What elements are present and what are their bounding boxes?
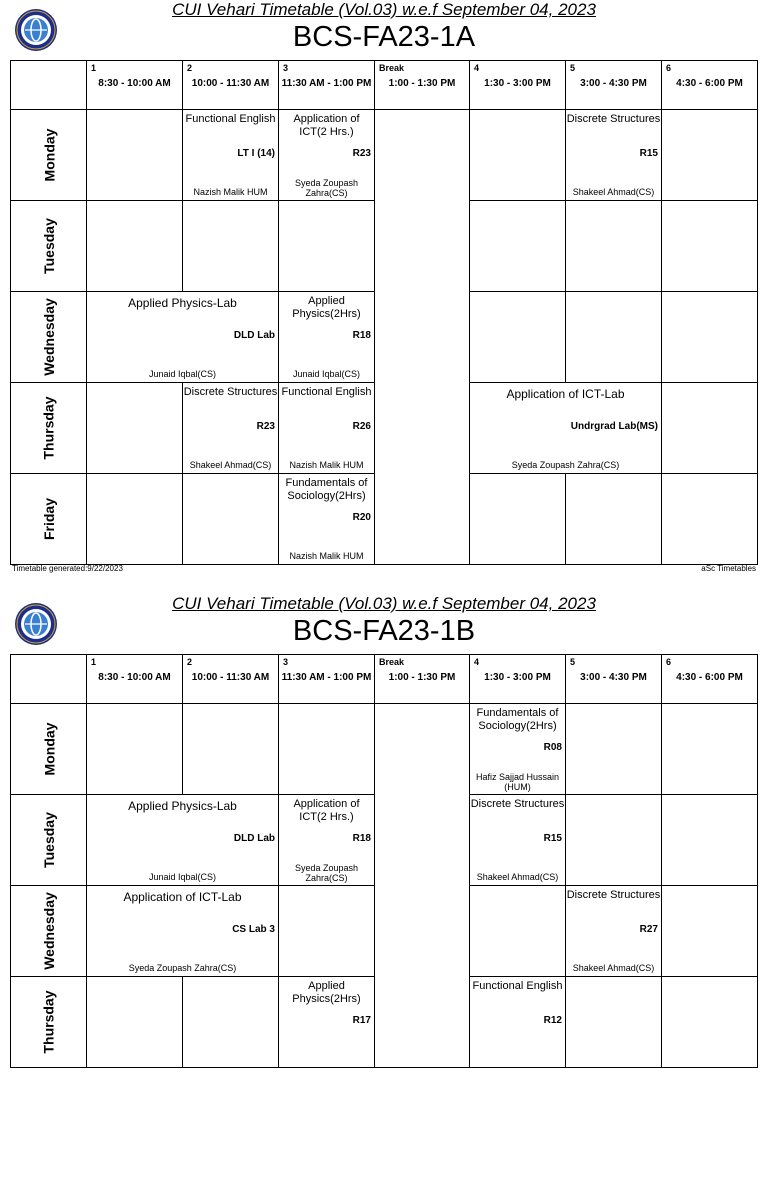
teacher-name: Syeda Zoupash Zahra(CS) [128, 963, 237, 973]
day-label: Wednesday [41, 892, 58, 970]
timetable-subtitle: CUI Vehari Timetable (Vol.03) w.e.f September 04, 2023 [172, 0, 596, 19]
period-number: 6 [666, 63, 672, 73]
empty-slot [566, 292, 662, 383]
teacher-name: Syeda Zoupash Zahra(CS) [511, 460, 620, 470]
generator-credit: aSc Timetables [701, 564, 756, 573]
day-label-cell [11, 201, 87, 292]
period-number: 1 [91, 63, 97, 73]
subject-name: Functional English [185, 113, 276, 125]
period-header [470, 61, 566, 110]
teacher-name: Junaid Iqbal(CS) [148, 872, 217, 882]
empty-slot [279, 201, 375, 292]
day-label: Thursday [40, 396, 57, 460]
teacher-name: Shakeel Ahmad(CS) [189, 460, 272, 470]
class-cell [566, 110, 662, 201]
teacher-name: Syeda Zoupash Zahra(CS) [294, 178, 359, 198]
period-time: 10:00 - 11:30 AM [191, 78, 270, 89]
timetable-sheet-a [0, 0, 768, 585]
empty-slot [183, 474, 279, 565]
room-label: R08 [543, 742, 562, 753]
empty-slot [183, 201, 279, 292]
period-number: 2 [187, 657, 193, 667]
teacher-name: Nazish Malik HUM [289, 551, 364, 561]
empty-slot [87, 201, 183, 292]
period-header [470, 655, 566, 704]
subject-name: Applied Physics-Lab [128, 296, 237, 310]
period-time: 3:00 - 4:30 PM [580, 672, 647, 683]
empty-slot [87, 474, 183, 565]
empty-slot [662, 201, 758, 292]
timetable-grid [10, 654, 758, 1068]
empty-slot [662, 474, 758, 565]
class-cell [470, 795, 566, 886]
timetable-subtitle: CUI Vehari Timetable (Vol.03) w.e.f September 04, 2023 [172, 594, 596, 613]
room-label: DLD Lab [233, 330, 275, 341]
period-header [279, 61, 375, 110]
period-number: 2 [187, 63, 193, 73]
room-label: DLD Lab [233, 833, 275, 844]
class-cell [183, 383, 279, 474]
period-time: 4:30 - 6:00 PM [676, 672, 743, 683]
period-header [662, 655, 758, 704]
period-header [662, 61, 758, 110]
period-number: 6 [666, 657, 672, 667]
generated-date: Timetable generated:9/22/2023 [12, 564, 123, 573]
class-cell [279, 474, 375, 565]
subject-name: Application of ICT-Lab [123, 890, 242, 904]
day-label: Wednesday [41, 298, 58, 376]
period-number: 3 [283, 63, 289, 73]
period-header [566, 61, 662, 110]
day-label-cell [11, 704, 87, 795]
empty-slot [566, 795, 662, 886]
teacher-name: Nazish Malik HUM [193, 187, 268, 197]
subject-name: Discrete Structures [183, 386, 278, 398]
period-header-row [11, 61, 758, 110]
class-cell [470, 383, 662, 474]
teacher-name: Junaid Iqbal(CS) [148, 369, 217, 379]
empty-slot [470, 886, 566, 977]
period-number: 5 [570, 657, 576, 667]
room-label: R17 [352, 1015, 371, 1026]
period-number: 1 [91, 657, 97, 667]
period-time: 1:30 - 3:00 PM [484, 672, 551, 683]
period-time: 11:30 AM - 1:00 PM [281, 78, 372, 89]
period-header [183, 655, 279, 704]
class-cell [87, 795, 279, 886]
day-label: Thursday [40, 990, 57, 1054]
empty-slot [87, 110, 183, 201]
day-label-cell [11, 795, 87, 886]
class-title: BCS-FA23-1A [292, 21, 476, 53]
class-cell [279, 383, 375, 474]
period-number: 4 [474, 657, 480, 667]
subject-name: Functional English [281, 386, 372, 398]
empty-slot [566, 977, 662, 1068]
room-label: R20 [352, 512, 371, 523]
empty-slot [183, 977, 279, 1068]
day-label: Tuesday [40, 812, 57, 868]
period-time: 1:00 - 1:30 PM [388, 672, 456, 683]
empty-slot [662, 886, 758, 977]
room-label: CS Lab 3 [232, 924, 275, 935]
room-label: R18 [352, 833, 371, 844]
subject-name: Applied Physics(2Hrs) [292, 295, 361, 320]
class-cell [87, 886, 279, 977]
class-cell [470, 704, 566, 795]
teacher-name: Shakeel Ahmad(CS) [476, 872, 559, 882]
period-header [375, 61, 470, 110]
room-label: R23 [256, 421, 275, 432]
subject-name: Fundamentals of Sociology(2Hrs) [285, 477, 368, 502]
day-label-cell [11, 474, 87, 565]
room-label: R15 [639, 148, 658, 159]
subject-name: Application of ICT(2 Hrs.) [293, 798, 360, 823]
period-time: 11:30 AM - 1:00 PM [281, 672, 372, 683]
class-cell [183, 110, 279, 201]
corner-cell [11, 655, 87, 704]
period-time: 3:00 - 4:30 PM [580, 78, 647, 89]
room-label: R26 [352, 421, 371, 432]
empty-slot [183, 704, 279, 795]
corner-cell [11, 61, 87, 110]
teacher-name: Hafiz Sajjad Hussain (HUM) [475, 772, 560, 792]
period-header [566, 655, 662, 704]
class-title: BCS-FA23-1B [292, 615, 476, 647]
room-label: R23 [352, 148, 371, 159]
class-cell [566, 886, 662, 977]
day-row-monday [11, 704, 758, 795]
empty-slot [566, 201, 662, 292]
empty-slot [470, 110, 566, 201]
period-header [375, 655, 470, 704]
teacher-name: Shakeel Ahmad(CS) [572, 187, 655, 197]
subject-name: Functional English [472, 980, 563, 992]
period-header [183, 61, 279, 110]
period-header-row [11, 655, 758, 704]
period-time: 10:00 - 11:30 AM [191, 672, 270, 683]
empty-slot [566, 474, 662, 565]
period-time: 4:30 - 6:00 PM [676, 78, 743, 89]
empty-slot [87, 704, 183, 795]
day-label: Monday [40, 128, 57, 182]
subject-name: Discrete Structures [566, 889, 661, 901]
empty-slot [470, 292, 566, 383]
day-label: Monday [40, 722, 57, 776]
period-time: 8:30 - 10:00 AM [98, 672, 171, 683]
period-header [279, 655, 375, 704]
room-label: R15 [543, 833, 562, 844]
period-time: 8:30 - 10:00 AM [98, 78, 171, 89]
empty-slot [279, 704, 375, 795]
empty-slot [662, 292, 758, 383]
empty-slot [87, 977, 183, 1068]
day-label: Tuesday [40, 218, 57, 274]
timetable-sheet-b [0, 594, 768, 1179]
room-label: R27 [639, 924, 658, 935]
class-cell [279, 977, 375, 1068]
subject-name: Applied Physics-Lab [128, 799, 237, 813]
subject-name: Application of ICT-Lab [506, 387, 625, 401]
period-number: 3 [283, 657, 289, 667]
subject-name: Discrete Structures [566, 113, 661, 125]
subject-name: Applied Physics(2Hrs) [292, 980, 361, 1005]
subject-name: Discrete Structures [470, 798, 565, 810]
empty-slot [87, 383, 183, 474]
day-label-cell [11, 383, 87, 474]
period-number: Break [379, 657, 405, 667]
empty-slot [662, 977, 758, 1068]
room-label: LT I (14) [237, 148, 275, 159]
day-label: Friday [40, 497, 57, 541]
day-row-monday [11, 110, 758, 201]
empty-slot [470, 201, 566, 292]
subject-name: Fundamentals of Sociology(2Hrs) [476, 707, 559, 732]
class-cell [87, 292, 279, 383]
room-label: R12 [543, 1015, 562, 1026]
day-label-cell [11, 292, 87, 383]
period-number: Break [379, 63, 405, 73]
break-column [375, 110, 470, 565]
empty-slot [662, 704, 758, 795]
empty-slot [662, 383, 758, 474]
empty-slot [279, 886, 375, 977]
day-label-cell [11, 886, 87, 977]
class-cell [470, 977, 566, 1068]
period-header [87, 655, 183, 704]
teacher-name: Syeda Zoupash Zahra(CS) [294, 863, 359, 883]
day-label-cell [11, 110, 87, 201]
period-header [87, 61, 183, 110]
period-time: 1:30 - 3:00 PM [484, 78, 551, 89]
empty-slot [662, 110, 758, 201]
period-number: 5 [570, 63, 576, 73]
room-label: Undrgrad Lab(MS) [570, 421, 658, 432]
room-label: R18 [352, 330, 371, 341]
subject-name: Application of ICT(2 Hrs.) [293, 113, 360, 138]
empty-slot [662, 795, 758, 886]
empty-slot [470, 474, 566, 565]
teacher-name: Shakeel Ahmad(CS) [572, 963, 655, 973]
class-cell [279, 292, 375, 383]
class-cell [279, 110, 375, 201]
day-label-cell [11, 977, 87, 1068]
period-number: 4 [474, 63, 480, 73]
break-column [375, 704, 470, 1068]
teacher-name: Junaid Iqbal(CS) [292, 369, 361, 379]
class-cell [279, 795, 375, 886]
timetable-grid [10, 60, 758, 565]
teacher-name: Nazish Malik HUM [289, 460, 364, 470]
empty-slot [566, 704, 662, 795]
period-time: 1:00 - 1:30 PM [388, 78, 456, 89]
